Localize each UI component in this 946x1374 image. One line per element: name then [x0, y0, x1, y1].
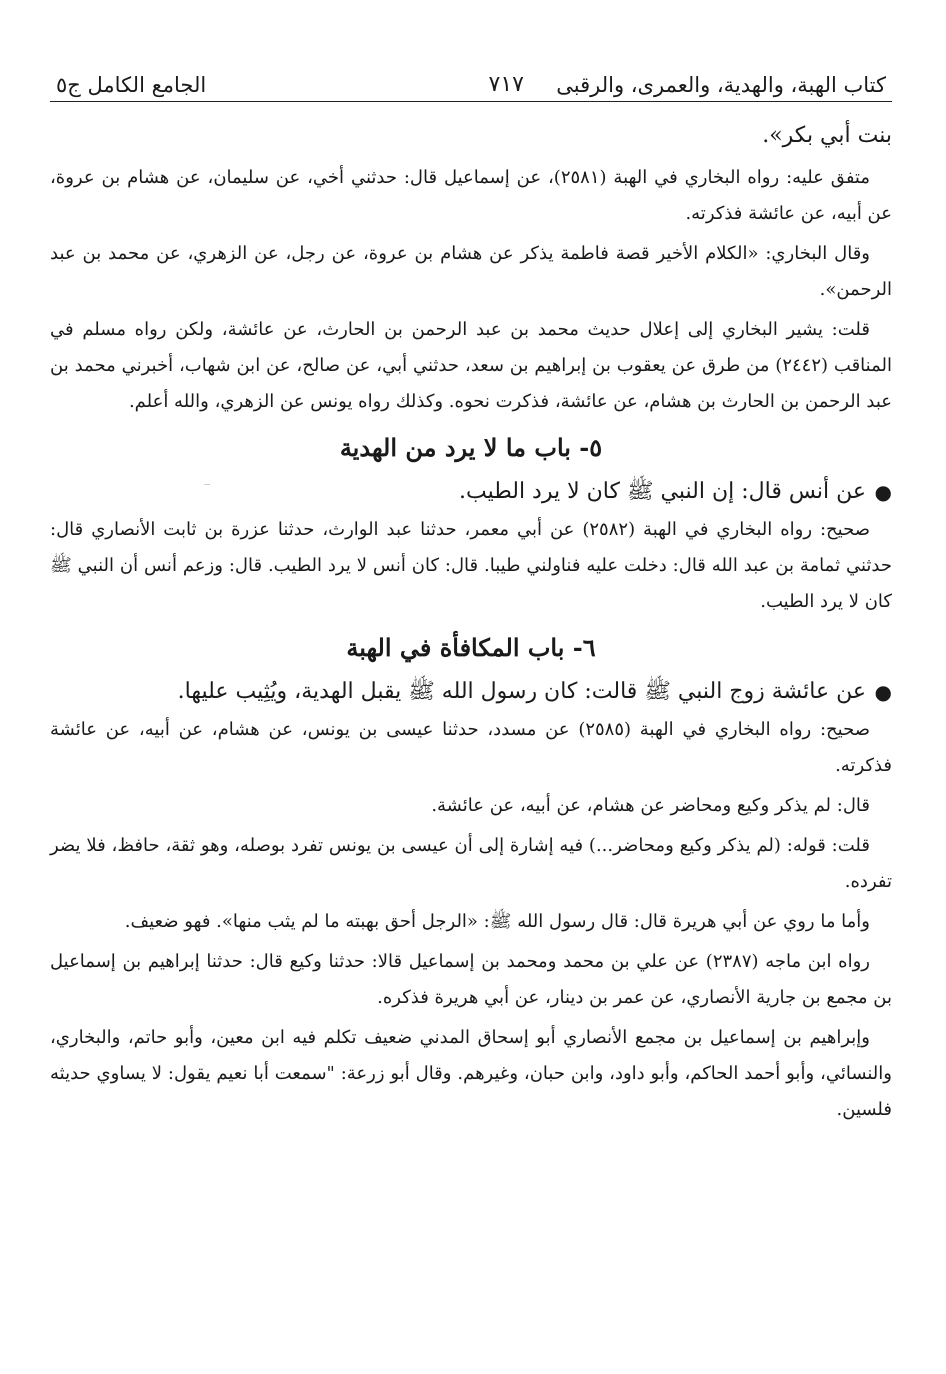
book-page: [50, 58, 892, 1348]
volume-title: الجامع الكامل ج٥: [56, 73, 207, 97]
bullet-icon: ●: [874, 480, 892, 504]
hadith-anas-text: عن أنس قال: إن النبي ﷺ كان لا يرد الطيب.: [458, 479, 866, 504]
bukhari-remark: وقال البخاري: «الكلام الأخير قصة فاطمة يذكر عن هشام بن عروة، عن رجل، عن الزهري، عن محمد بن عبد الرحمن».: [50, 243, 892, 300]
takhrij-paragraph: متفق عليه: رواه البخاري في الهبة (٢٥٨١)، عن إسماعيل قال: حدثني أخي، عن سليمان، عن هشام بن عروة، عن أبيه، عن عائشة فذكرته.: [50, 167, 892, 224]
page-body: [50, 102, 892, 1128]
chapter-heading-6: ٦- باب المكافأة في الهبة: [346, 633, 596, 662]
page-number: ٧١٧: [488, 72, 524, 97]
scan-speck: [204, 484, 210, 485]
author-note: قلت: يشير البخاري إلى إعلال حديث محمد بن عبد الرحمن بن الحارث، عن عائشة، ولكن رواه مسلم في المناقب (٢٤٤٢) من طرق عن يعقوب بن إبراهيم بن سعد، حدثني أبي، عن صالح، عن ابن شهاب، أخبرني محمد بن عبد الرحمن بن الحارث بن هشام، عن عائشة، فذكرت نحوه. وكذلك رواه يونس عن الزهري، والله أعلم.: [50, 319, 892, 412]
book-title: كتاب الهبة، والهدية، والعمرى، والرقبى: [556, 73, 886, 97]
takhrij-paragraph: صحيح: رواه البخاري في الهبة (٢٥٨٢) عن أبي معمر، حدثنا عبد الوارث، حدثنا عزرة بن ثابت الأنصاري قال: حدثني ثمامة بن عبد الله قال: دخلت عليه فناولني طيبا. قال: كان أنس لا يرد الطيب. قال: وزعم أنس أن النبي ﷺ كان لا يرد الطيب.: [50, 519, 892, 612]
narrator-remark: قال: لم يذكر وكيع ومحاضر عن هشام، عن أبيه، عن عائشة.: [431, 795, 870, 816]
hadith-aisha-text: عن عائشة زوج النبي ﷺ قالت: كان رسول الله ﷺ يقبل الهدية، ويُثِيب عليها.: [177, 679, 866, 704]
hadith-continuation: بنت أبي بكر».: [762, 123, 892, 148]
author-note: قلت: قوله: (لم يذكر وكيع ومحاضر...) فيه إشارة إلى أن عيسى بن يونس تفرد بوصله، وهو ثقة، حافظ، فلا يضر تفرده.: [50, 835, 892, 892]
hadith-anas: [50, 472, 892, 512]
bullet-icon: ●: [874, 680, 892, 704]
running-header: [50, 58, 892, 102]
weak-narration: وأما ما روي عن أبي هريرة قال: قال رسول الله ﷺ: «الرجل أحق بهبته ما لم يثب منها». فهو ضعيف.: [124, 911, 870, 932]
narrator-criticism: وإبراهيم بن إسماعيل بن مجمع الأنصاري أبو إسحاق المدني ضعيف تكلم فيه ابن معين، وأبو حاتم، والبخاري، والنسائي، وأبو أحمد الحاكم، وأبو داود، وابن حبان، وغيرهم. وقال أبو زرعة: "سمعت أبا نعيم يقول: لا يساوي حديثه فلسين.: [50, 1027, 892, 1120]
chapter-heading-5: ٥- باب ما لا يرد من الهدية: [339, 433, 603, 462]
takhrij-paragraph: صحيح: رواه البخاري في الهبة (٢٥٨٥) عن مسدد، حدثنا عيسى بن يونس، عن هشام، عن أبيه، عن عائشة فذكرته.: [50, 719, 892, 776]
takhrij-paragraph: رواه ابن ماجه (٢٣٨٧) عن علي بن محمد ومحمد بن إسماعيل قالا: حدثنا وكيع قال: حدثنا إبراهيم بن إسماعيل بن مجمع بن جارية الأنصاري، عن عمر بن دينار، عن أبي هريرة فذكره.: [50, 951, 892, 1008]
hadith-aisha: [50, 672, 892, 712]
